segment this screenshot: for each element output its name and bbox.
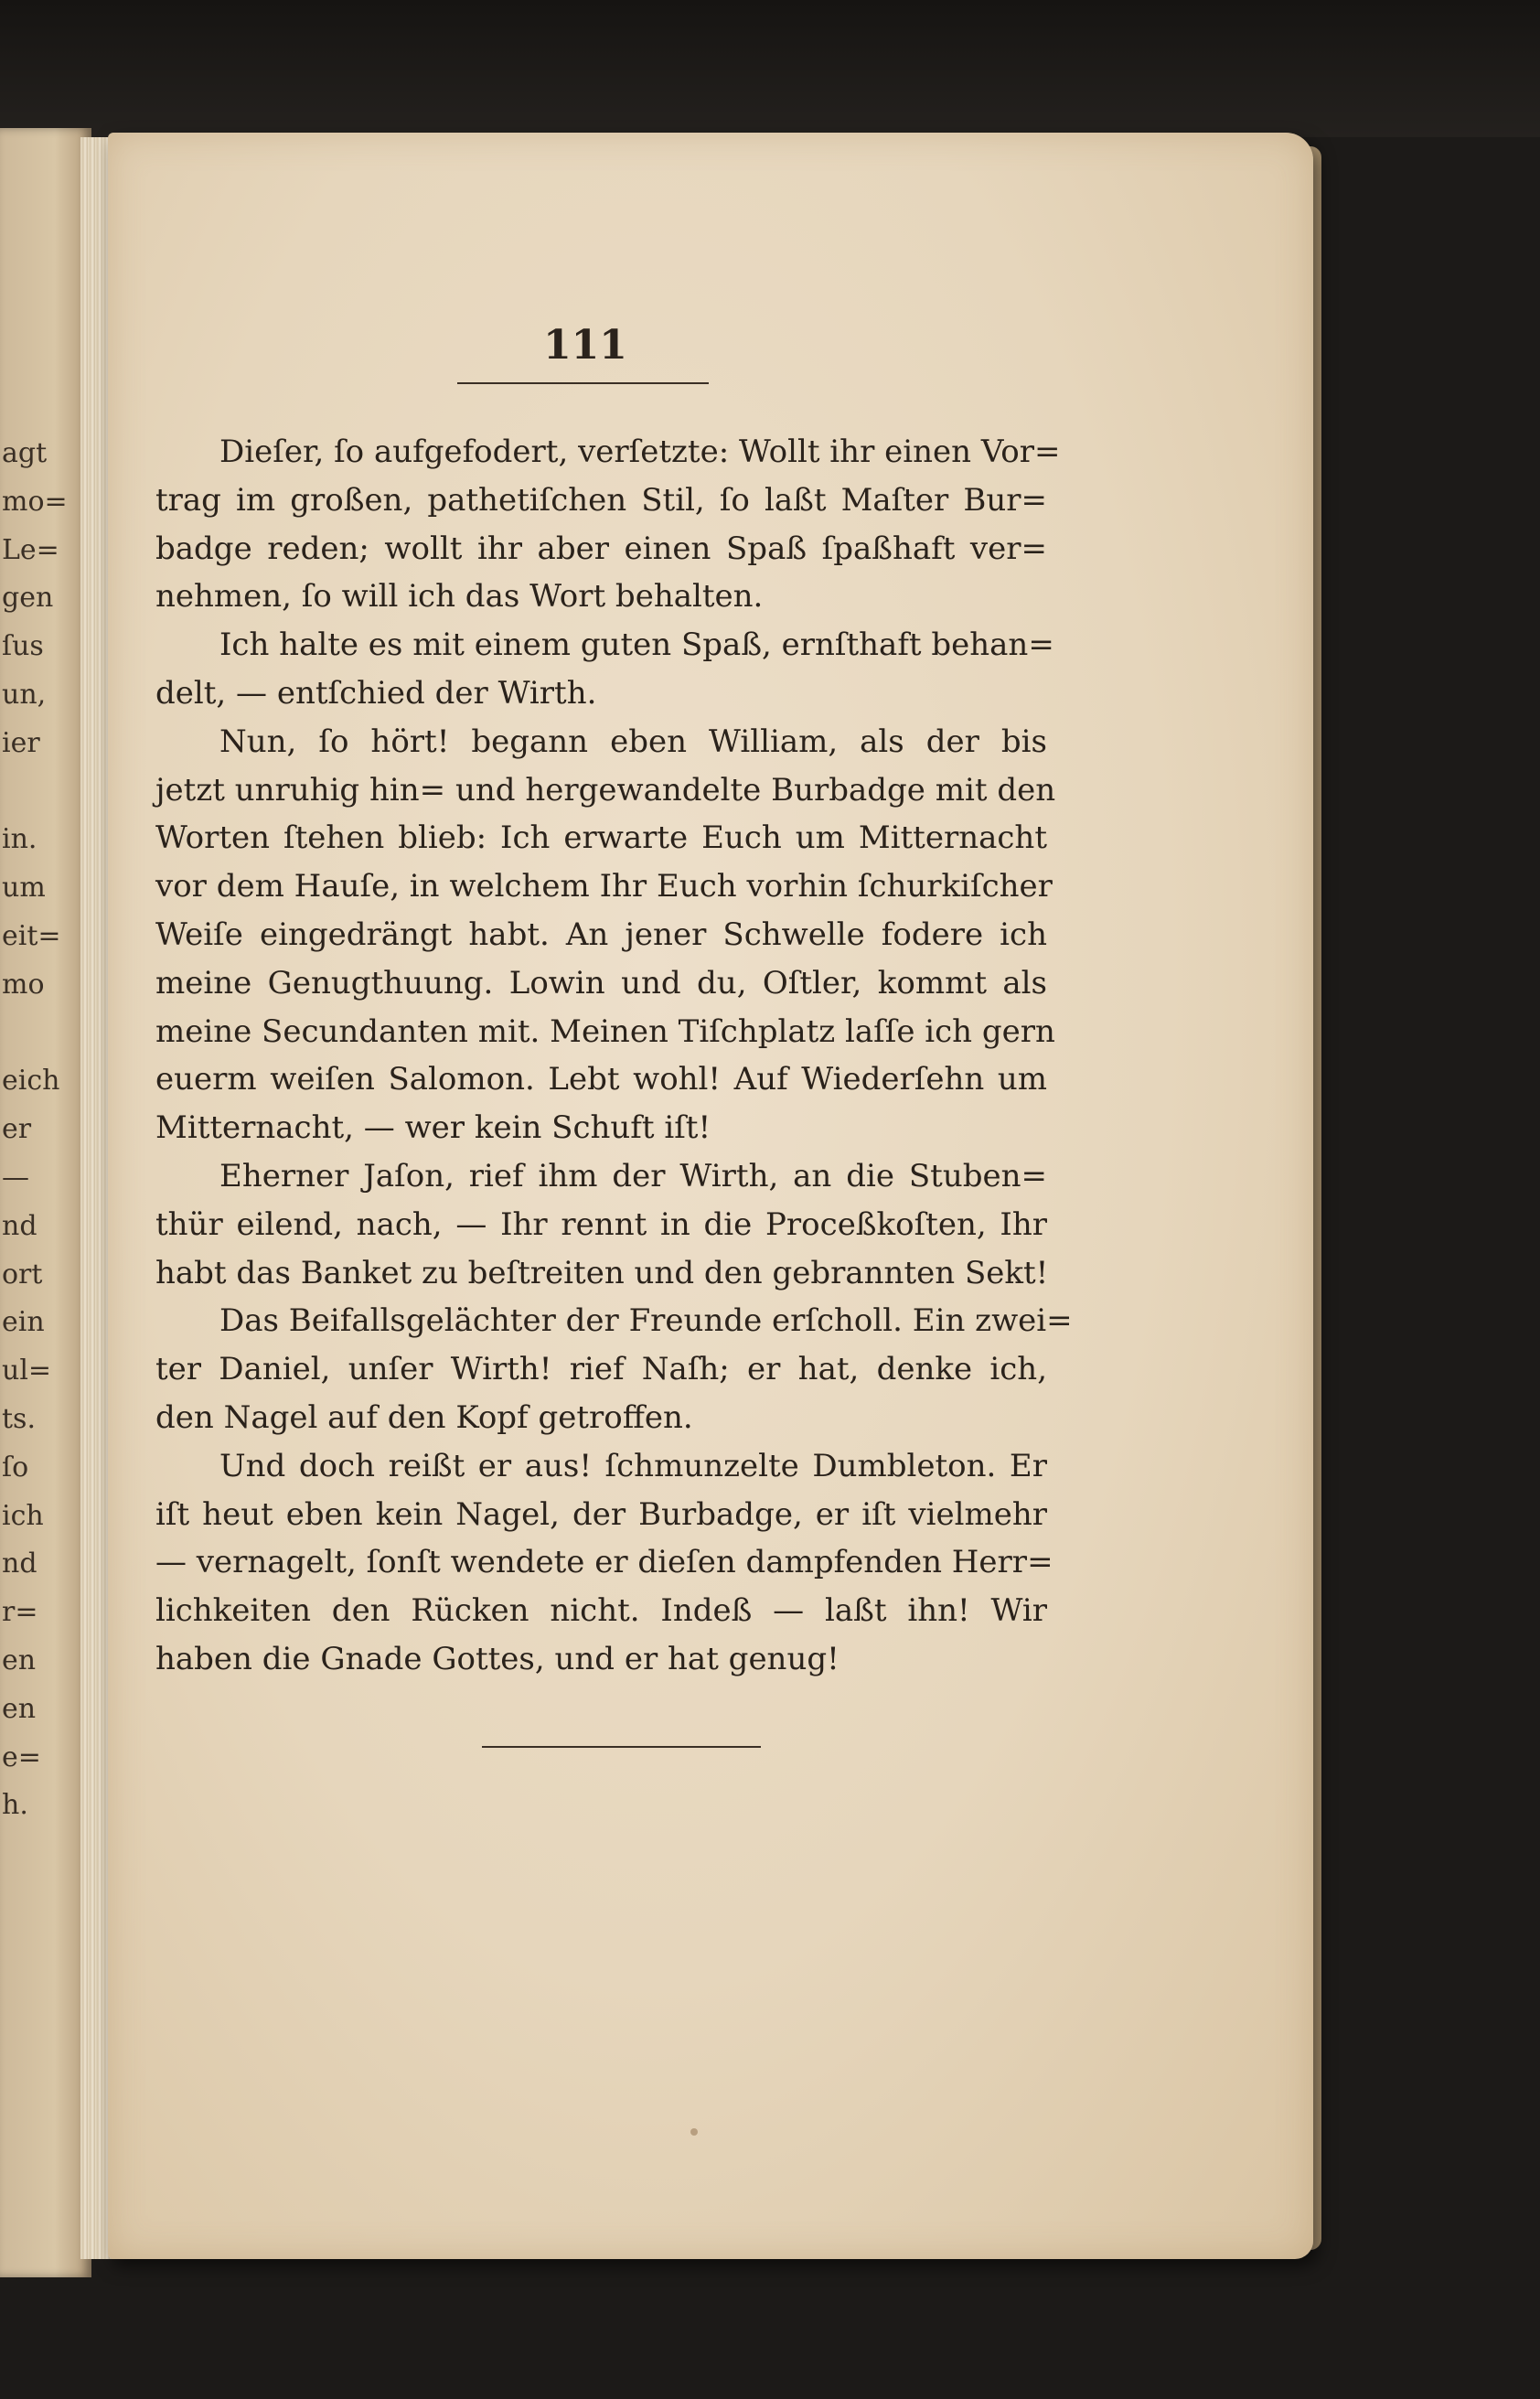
text-line: trag im großen, pathetiſchen Stil, ſo laßt Maſter Bur= [155,481,1047,519]
backdrop [0,0,1540,137]
header-rule [457,382,709,384]
text-line: Worten ſtehen blieb: Ich erwarte Euch um Mitternacht [155,819,1047,857]
text-line: Das Beifallsgelächter der Freunde erſcholl. Ein zwei= [219,1302,1073,1340]
text-line: meine Secundanten mit. Meinen Tiſchplatz laſſe ich gern [155,1012,1055,1050]
text-line: den Nagel auf den Kopf getroffen. [155,1398,693,1436]
left-page-text-fragments [2,430,68,1830]
body-text [155,428,1073,1684]
text-line: vor dem Hauſe, in welchem Ihr Euch vorhin ſchurkiſcher [155,868,1053,905]
text-line: Und doch reißt er aus! ſchmunzelte Dumbleton. Er [219,1447,1047,1484]
left-fragment: en [2,1692,37,1725]
left-fragment: en [2,1644,37,1676]
text-line: Dieſer, ſo aufgefodert, verſetzte: Wollt ihr einen Vor= [219,434,1061,470]
text-line: Ich halte es mit einem guten Spaß, ernſthaft behan= [219,627,1054,664]
text-line: meine Genugthuung. Lowin und du, Oſtler, kommt als [155,964,1047,1001]
left-fragment [2,1010,38,1058]
left-fragment: — [2,1161,29,1194]
left-fragment: r= [2,1596,38,1629]
left-fragment: h. [2,1789,28,1822]
left-fragment: Le= [2,533,59,566]
left-fragment: ort [2,1258,43,1291]
left-fragment: ich [2,1499,44,1532]
text-line: Weiſe eingedrängt habt. An jener Schwelle fodere ich [155,916,1047,953]
left-fragment: ier [2,726,40,759]
left-fragment: mo= [2,485,68,518]
left-fragment: ul= [2,1355,52,1387]
text-line: Mitternacht, — wer kein Schuft iſt! [155,1109,711,1147]
left-fragment: agt [2,437,48,469]
text-line: jetzt unruhig hin= und hergewandelte Burbadge mit den [155,771,1056,809]
text-line: Eherner Jaſon, rief ihm der Wirth, an die Stuben= [219,1157,1047,1194]
text-line: iſt heut eben kein Nagel, der Burbadge, er iſt vielmehr [155,1495,1047,1533]
text-line: haben die Gnade Gottes, und er hat genug! [155,1640,840,1677]
text-line: — vernagelt, ſonſt wendete er dieſen dampfenden Herr= [155,1544,1053,1581]
paper-spot [690,2128,698,2136]
left-fragment: um [2,872,46,905]
left-fragment: mo [2,968,45,1001]
left-fragment: ſus [2,630,44,663]
text-line: euerm weiſen Salomon. Lebt wohl! Auf Wiederſehn um [155,1061,1047,1098]
left-fragment: un, [2,678,47,711]
text-line: habt das Banket zu beſtreiten und den gebrannten Sekt! [155,1254,1049,1291]
left-fragment: ts. [2,1402,36,1435]
left-fragment [2,768,38,817]
text-line: nehmen, ſo will ich das Wort behalten. [155,578,764,616]
text-line: thür eilend, nach, — Ihr rennt in die Proceßkoſten, Ihr [155,1205,1047,1243]
left-fragment: nd [2,1209,37,1242]
left-fragment: nd [2,1548,37,1580]
left-fragment: gen [2,582,54,615]
left-fragment: eich [2,1065,60,1098]
left-fragment: ſo [2,1451,29,1483]
left-fragment: e= [2,1740,41,1773]
page-number: 111 [543,322,627,369]
text-line: lichkeiten den Rücken nicht. Indeß — laßt ihn! Wir [155,1592,1047,1630]
text-line: delt, — entſchied der Wirth. [155,674,597,712]
end-rule [482,1746,761,1748]
left-fragment: er [2,1113,32,1146]
text-line: badge reden; wollt ihr aber einen Spaß ſpaßhaft ver= [155,530,1047,567]
text-line: Nun, ſo hört! begann eben William, als der bis [219,723,1047,760]
left-fragment: eit= [2,919,61,952]
text-line: ter Daniel, unſer Wirth! rief Naſh; er hat, denke ich, [155,1351,1047,1388]
left-fragment: ein [2,1306,45,1339]
left-fragment: in. [2,823,37,856]
